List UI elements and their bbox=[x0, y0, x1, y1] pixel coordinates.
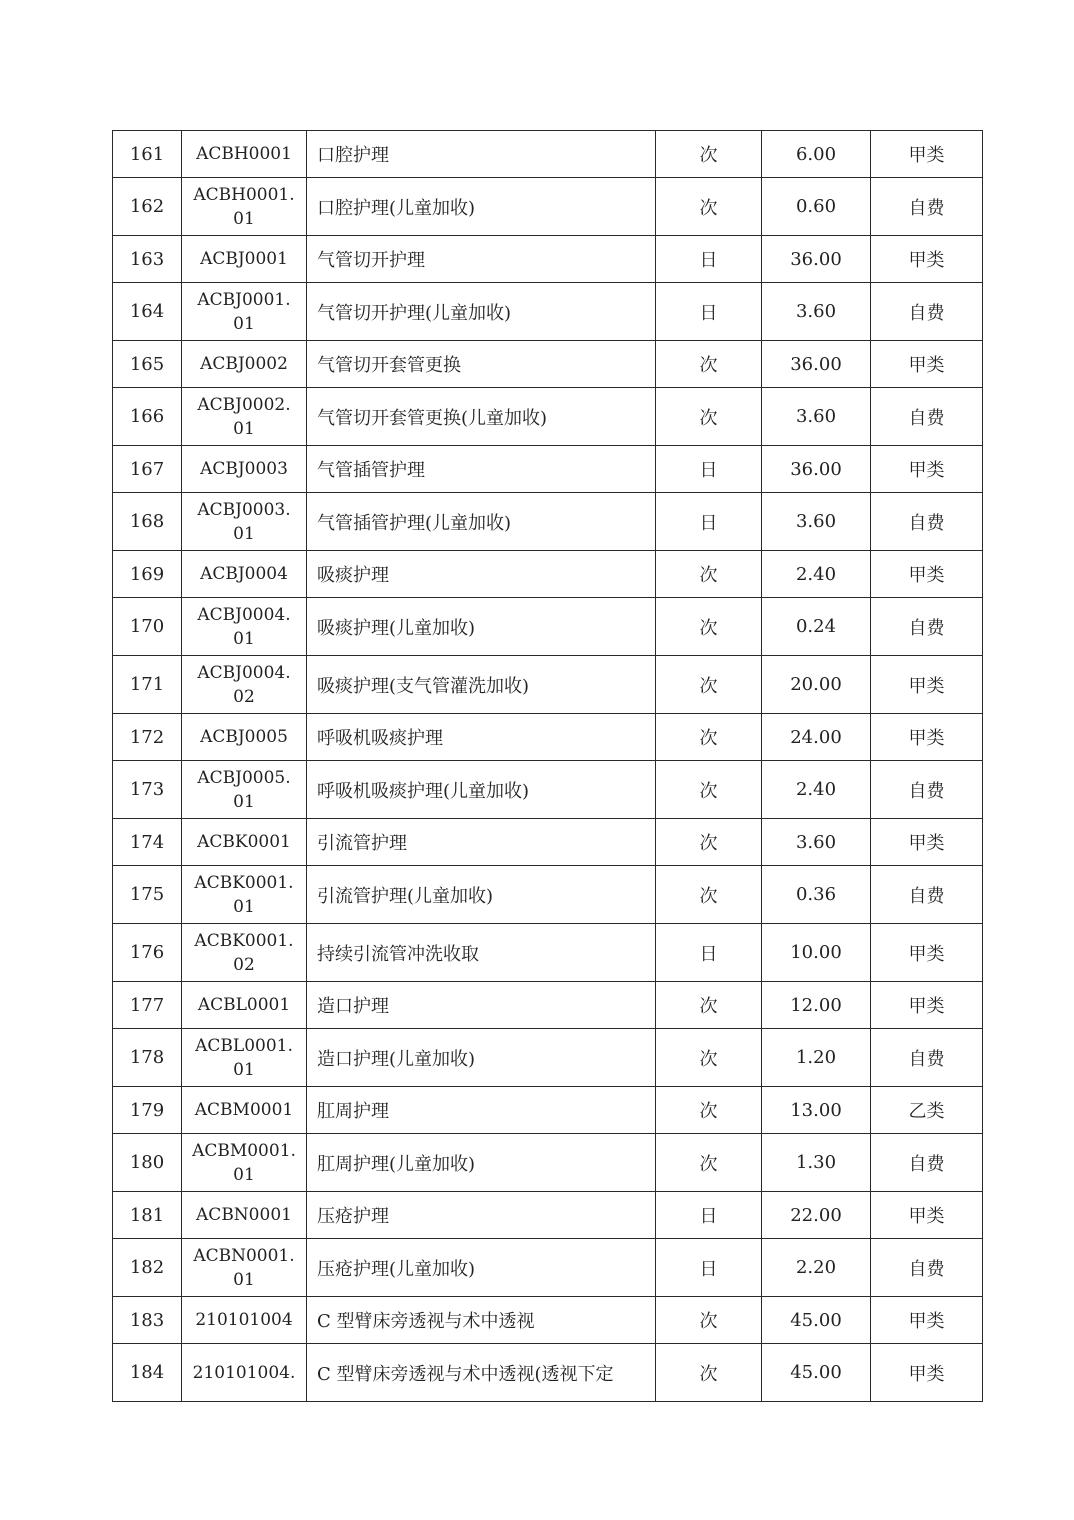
item-code-cell: ACBN0001.01 bbox=[182, 1239, 307, 1297]
table-row bbox=[113, 598, 983, 656]
category-cell: 甲类 bbox=[871, 819, 983, 866]
price-cell: 0.36 bbox=[762, 866, 871, 924]
unit-cell: 次 bbox=[656, 388, 762, 446]
category-cell: 甲类 bbox=[871, 656, 983, 714]
item-name-cell: 气管切开套管更换 bbox=[307, 341, 656, 388]
price-cell: 1.30 bbox=[762, 1134, 871, 1192]
item-code-cell: ACBK0001.02 bbox=[182, 924, 307, 982]
unit-cell: 次 bbox=[656, 1134, 762, 1192]
item-name-cell: 引流管护理 bbox=[307, 819, 656, 866]
price-cell: 1.20 bbox=[762, 1029, 871, 1087]
item-name-cell: 造口护理 bbox=[307, 982, 656, 1029]
category-cell: 自费 bbox=[871, 493, 983, 551]
table-row bbox=[113, 866, 983, 924]
table-row bbox=[113, 1029, 983, 1087]
unit-cell: 次 bbox=[656, 551, 762, 598]
price-cell: 2.40 bbox=[762, 761, 871, 819]
table-row bbox=[113, 819, 983, 866]
price-cell: 12.00 bbox=[762, 982, 871, 1029]
category-cell: 甲类 bbox=[871, 131, 983, 178]
item-code-cell: ACBJ0005.01 bbox=[182, 761, 307, 819]
unit-cell: 次 bbox=[656, 1297, 762, 1344]
item-code-cell: ACBJ0003 bbox=[182, 446, 307, 493]
row-number-cell: 174 bbox=[113, 819, 182, 866]
item-name-cell: 吸痰护理(支气管灌洗加收) bbox=[307, 656, 656, 714]
item-code-cell: ACBJ0004.01 bbox=[182, 598, 307, 656]
table-row bbox=[113, 341, 983, 388]
item-name-cell: 吸痰护理(儿童加收) bbox=[307, 598, 656, 656]
unit-cell: 日 bbox=[656, 493, 762, 551]
item-name-cell: C 型臂床旁透视与术中透视 bbox=[307, 1297, 656, 1344]
item-name-cell: 造口护理(儿童加收) bbox=[307, 1029, 656, 1087]
category-cell: 自费 bbox=[871, 761, 983, 819]
unit-cell: 次 bbox=[656, 1029, 762, 1087]
table-row bbox=[113, 178, 983, 236]
row-number-cell: 177 bbox=[113, 982, 182, 1029]
item-code-cell: ACBL0001.01 bbox=[182, 1029, 307, 1087]
unit-cell: 次 bbox=[656, 1344, 762, 1402]
item-code-cell: ACBJ0004.02 bbox=[182, 656, 307, 714]
table-row bbox=[113, 236, 983, 283]
item-name-cell: 呼吸机吸痰护理 bbox=[307, 714, 656, 761]
price-cell: 13.00 bbox=[762, 1087, 871, 1134]
row-number-cell: 170 bbox=[113, 598, 182, 656]
item-code-cell: ACBM0001.01 bbox=[182, 1134, 307, 1192]
price-cell: 3.60 bbox=[762, 493, 871, 551]
item-code-cell: ACBJ0001.01 bbox=[182, 283, 307, 341]
item-code-cell: ACBJ0001 bbox=[182, 236, 307, 283]
category-cell: 自费 bbox=[871, 598, 983, 656]
table-row bbox=[113, 131, 983, 178]
category-cell: 乙类 bbox=[871, 1087, 983, 1134]
price-cell: 22.00 bbox=[762, 1192, 871, 1239]
unit-cell: 次 bbox=[656, 1087, 762, 1134]
table-row bbox=[113, 446, 983, 493]
row-number-cell: 175 bbox=[113, 866, 182, 924]
row-number-cell: 164 bbox=[113, 283, 182, 341]
table-row bbox=[113, 1192, 983, 1239]
table-row bbox=[113, 1297, 983, 1344]
price-cell: 20.00 bbox=[762, 656, 871, 714]
unit-cell: 日 bbox=[656, 1192, 762, 1239]
table-row bbox=[113, 1239, 983, 1297]
table-row bbox=[113, 283, 983, 341]
table-row bbox=[113, 1087, 983, 1134]
category-cell: 自费 bbox=[871, 1239, 983, 1297]
item-name-cell: 肛周护理 bbox=[307, 1087, 656, 1134]
row-number-cell: 166 bbox=[113, 388, 182, 446]
category-cell: 甲类 bbox=[871, 714, 983, 761]
item-code-cell: ACBM0001 bbox=[182, 1087, 307, 1134]
price-cell: 36.00 bbox=[762, 446, 871, 493]
unit-cell: 日 bbox=[656, 924, 762, 982]
item-code-cell: ACBH0001.01 bbox=[182, 178, 307, 236]
unit-cell: 次 bbox=[656, 982, 762, 1029]
unit-cell: 次 bbox=[656, 866, 762, 924]
table-row bbox=[113, 714, 983, 761]
category-cell: 自费 bbox=[871, 1029, 983, 1087]
table-row bbox=[113, 493, 983, 551]
row-number-cell: 169 bbox=[113, 551, 182, 598]
row-number-cell: 173 bbox=[113, 761, 182, 819]
row-number-cell: 171 bbox=[113, 656, 182, 714]
fee-table-body bbox=[113, 131, 983, 1402]
unit-cell: 日 bbox=[656, 283, 762, 341]
item-code-cell: 210101004 bbox=[182, 1297, 307, 1344]
item-name-cell: 压疮护理 bbox=[307, 1192, 656, 1239]
table-row bbox=[113, 761, 983, 819]
item-code-cell: ACBK0001 bbox=[182, 819, 307, 866]
price-cell: 3.60 bbox=[762, 819, 871, 866]
row-number-cell: 165 bbox=[113, 341, 182, 388]
row-number-cell: 162 bbox=[113, 178, 182, 236]
table-row bbox=[113, 924, 983, 982]
price-cell: 36.00 bbox=[762, 236, 871, 283]
category-cell: 甲类 bbox=[871, 236, 983, 283]
item-name-cell: 口腔护理(儿童加收) bbox=[307, 178, 656, 236]
row-number-cell: 167 bbox=[113, 446, 182, 493]
price-cell: 45.00 bbox=[762, 1297, 871, 1344]
item-name-cell: C 型臂床旁透视与术中透视(透视下定 bbox=[307, 1344, 656, 1402]
item-code-cell: ACBN0001 bbox=[182, 1192, 307, 1239]
category-cell: 甲类 bbox=[871, 982, 983, 1029]
price-cell: 45.00 bbox=[762, 1344, 871, 1402]
price-cell: 24.00 bbox=[762, 714, 871, 761]
table-row bbox=[113, 1134, 983, 1192]
item-name-cell: 吸痰护理 bbox=[307, 551, 656, 598]
table-row bbox=[113, 982, 983, 1029]
table-row bbox=[113, 551, 983, 598]
unit-cell: 次 bbox=[656, 714, 762, 761]
category-cell: 自费 bbox=[871, 178, 983, 236]
row-number-cell: 161 bbox=[113, 131, 182, 178]
item-name-cell: 气管切开护理(儿童加收) bbox=[307, 283, 656, 341]
unit-cell: 日 bbox=[656, 1239, 762, 1297]
category-cell: 自费 bbox=[871, 388, 983, 446]
unit-cell: 次 bbox=[656, 761, 762, 819]
item-code-cell: ACBH0001 bbox=[182, 131, 307, 178]
category-cell: 甲类 bbox=[871, 924, 983, 982]
unit-cell: 次 bbox=[656, 819, 762, 866]
unit-cell: 次 bbox=[656, 178, 762, 236]
item-name-cell: 压疮护理(儿童加收) bbox=[307, 1239, 656, 1297]
item-name-cell: 肛周护理(儿童加收) bbox=[307, 1134, 656, 1192]
fee-schedule-table bbox=[112, 130, 983, 1402]
price-cell: 6.00 bbox=[762, 131, 871, 178]
row-number-cell: 179 bbox=[113, 1087, 182, 1134]
row-number-cell: 172 bbox=[113, 714, 182, 761]
item-name-cell: 引流管护理(儿童加收) bbox=[307, 866, 656, 924]
price-cell: 36.00 bbox=[762, 341, 871, 388]
item-name-cell: 气管插管护理(儿童加收) bbox=[307, 493, 656, 551]
category-cell: 自费 bbox=[871, 283, 983, 341]
item-name-cell: 口腔护理 bbox=[307, 131, 656, 178]
item-code-cell: 210101004. bbox=[182, 1344, 307, 1402]
price-cell: 0.24 bbox=[762, 598, 871, 656]
category-cell: 自费 bbox=[871, 866, 983, 924]
item-name-cell: 气管切开套管更换(儿童加收) bbox=[307, 388, 656, 446]
item-code-cell: ACBJ0002.01 bbox=[182, 388, 307, 446]
item-code-cell: ACBJ0003.01 bbox=[182, 493, 307, 551]
category-cell: 甲类 bbox=[871, 551, 983, 598]
price-cell: 3.60 bbox=[762, 283, 871, 341]
row-number-cell: 163 bbox=[113, 236, 182, 283]
item-name-cell: 持续引流管冲洗收取 bbox=[307, 924, 656, 982]
row-number-cell: 184 bbox=[113, 1344, 182, 1402]
unit-cell: 次 bbox=[656, 131, 762, 178]
row-number-cell: 183 bbox=[113, 1297, 182, 1344]
price-cell: 10.00 bbox=[762, 924, 871, 982]
item-code-cell: ACBK0001.01 bbox=[182, 866, 307, 924]
price-cell: 2.20 bbox=[762, 1239, 871, 1297]
unit-cell: 次 bbox=[656, 341, 762, 388]
item-code-cell: ACBL0001 bbox=[182, 982, 307, 1029]
row-number-cell: 176 bbox=[113, 924, 182, 982]
item-code-cell: ACBJ0005 bbox=[182, 714, 307, 761]
item-name-cell: 气管插管护理 bbox=[307, 446, 656, 493]
unit-cell: 日 bbox=[656, 446, 762, 493]
unit-cell: 次 bbox=[656, 598, 762, 656]
table-row bbox=[113, 656, 983, 714]
category-cell: 甲类 bbox=[871, 446, 983, 493]
row-number-cell: 182 bbox=[113, 1239, 182, 1297]
item-name-cell: 呼吸机吸痰护理(儿童加收) bbox=[307, 761, 656, 819]
unit-cell: 次 bbox=[656, 656, 762, 714]
table-row bbox=[113, 388, 983, 446]
price-cell: 0.60 bbox=[762, 178, 871, 236]
price-cell: 2.40 bbox=[762, 551, 871, 598]
row-number-cell: 181 bbox=[113, 1192, 182, 1239]
table-row bbox=[113, 1344, 983, 1402]
price-cell: 3.60 bbox=[762, 388, 871, 446]
category-cell: 甲类 bbox=[871, 341, 983, 388]
row-number-cell: 168 bbox=[113, 493, 182, 551]
item-code-cell: ACBJ0004 bbox=[182, 551, 307, 598]
unit-cell: 日 bbox=[656, 236, 762, 283]
item-code-cell: ACBJ0002 bbox=[182, 341, 307, 388]
row-number-cell: 178 bbox=[113, 1029, 182, 1087]
category-cell: 自费 bbox=[871, 1134, 983, 1192]
category-cell: 甲类 bbox=[871, 1192, 983, 1239]
row-number-cell: 180 bbox=[113, 1134, 182, 1192]
item-name-cell: 气管切开护理 bbox=[307, 236, 656, 283]
category-cell: 甲类 bbox=[871, 1297, 983, 1344]
category-cell: 甲类 bbox=[871, 1344, 983, 1402]
